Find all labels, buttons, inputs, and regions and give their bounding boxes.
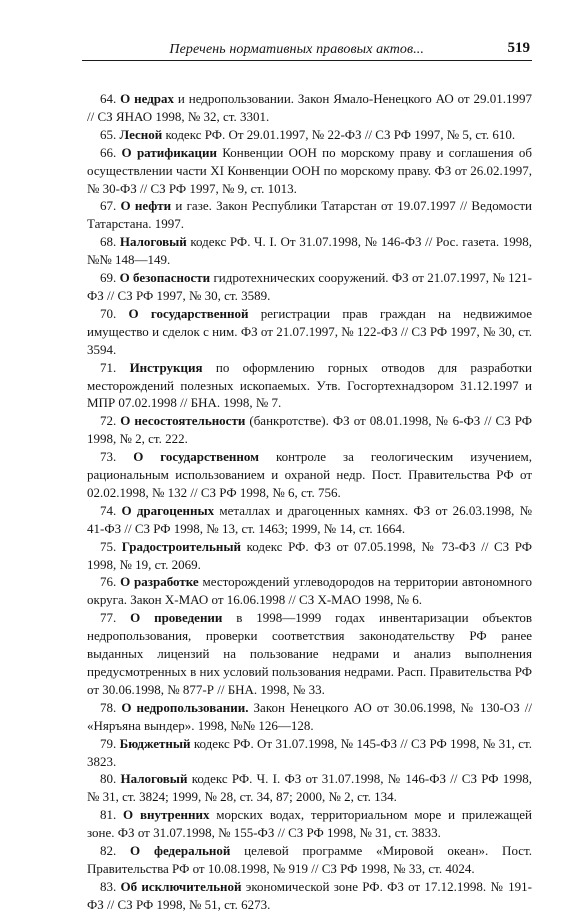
- page-header: [82, 36, 532, 61]
- list-item: [87, 359, 532, 413]
- item-title: О безопасности: [119, 270, 211, 286]
- item-number: 80.: [100, 771, 117, 787]
- list-item: [87, 269, 532, 305]
- item-title: О нефти: [120, 198, 172, 214]
- item-text: и газе. Закон Республики Татарстан от 19.07.1997 // Ведомости Татарстана. 1997.: [87, 198, 533, 232]
- item-number: 69.: [100, 270, 117, 286]
- item-number: 65.: [100, 126, 117, 142]
- item-text: кодекс РФ. Ч. I. От 31.07.1998, № 146-ФЗ // Рос. газета. 1998, №№ 148—149.: [87, 234, 532, 268]
- item-text: и недропользовании. Закон Ямало-Ненецкого АО от 29.01.1997 // СЗ ЯНАО 1998, № 32, ст. 3301.: [87, 91, 533, 124]
- item-title: Градостроительный: [121, 538, 242, 554]
- item-title: О недрах: [120, 91, 175, 106]
- item-title: О драгоценных: [121, 502, 215, 518]
- item-title: О ратификации: [121, 144, 217, 160]
- list-item: [87, 412, 532, 448]
- item-text: кодекс РФ. От 31.07.1998, № 145-ФЗ // СЗ РФ 1998, № 31, ст. 3823.: [87, 735, 532, 769]
- page-number: 519: [507, 40, 530, 56]
- item-number: 82.: [100, 843, 117, 859]
- item-number: 73.: [100, 449, 117, 465]
- list-item: [87, 233, 532, 269]
- item-text: кодекс РФ. ФЗ от 07.05.1998, № 73-ФЗ // СЗ РФ 1998, № 19, ст. 2069.: [87, 538, 532, 572]
- item-title: О несостоятельности: [120, 413, 246, 429]
- item-title: О внутренних: [123, 807, 210, 823]
- item-number: 67.: [100, 198, 117, 214]
- list-item: [87, 806, 532, 842]
- item-title: Лесной: [119, 126, 163, 142]
- list-item: [87, 144, 532, 198]
- list-item: [87, 502, 532, 538]
- item-title: О проведении: [130, 610, 223, 626]
- item-text: Закон Ненецкого АО от 30.06.1998, № 130-ОЗ // «Няръяна вындер». 1998, №№ 126—128.: [87, 699, 533, 733]
- list-item: [87, 699, 532, 735]
- legal-acts-list: [87, 90, 532, 914]
- list-item: [87, 878, 532, 914]
- item-number: 70.: [100, 305, 117, 321]
- item-number: 76.: [100, 574, 117, 590]
- item-text: гидротехнических сооружений. ФЗ от 21.07.1997, № 121-ФЗ // СЗ РФ 1997, № 30, ст. 3589.: [87, 270, 532, 303]
- running-title: Перечень нормативных правовых актов...: [169, 42, 424, 57]
- list-item: [87, 573, 532, 609]
- list-item: [87, 609, 532, 699]
- item-text: Конвенции ООН по морскому праву и соглашения об осуществлении части XI Конвенции ООН по морскому праву. ФЗ от 26.02.1997, № 30-ФЗ // СЗ РФ 1997, № 9, ст. 1013.: [87, 144, 533, 196]
- item-title: О государственном: [133, 449, 259, 465]
- item-text: регистрации прав граждан на недвижимое имущество и сделок с ним. ФЗ от 21.07.1997, № 122-ФЗ // СЗ РФ 1997, № 30, ст. 3594.: [87, 305, 532, 357]
- list-item: [87, 90, 532, 126]
- item-title: Инструкция: [129, 359, 203, 375]
- item-text: (банкротстве). ФЗ от 08.01.1998, № 6-ФЗ // СЗ РФ 1998, № 2, ст. 222.: [87, 413, 533, 447]
- list-item: [87, 538, 532, 574]
- item-title: Налоговый: [119, 234, 187, 250]
- item-text: в 1998—1999 годах инвентаризации объектов недропользования, проверки соответствия законодательству РФ ранее выданных лицензий на пользование недрами и анализ выполнения предусмотренных в них условий пользования недрами. Расп. Правительства РФ от 30.06.1998, № 877-Р // БНА. 1998, № 33.: [87, 610, 532, 697]
- list-item: [87, 842, 532, 878]
- item-title: О недропользовании.: [121, 699, 249, 715]
- item-text: морских водах, территориальном море и прилежащей зоне. ФЗ от 31.07.1998, № 155-ФЗ // СЗ РФ 1998, № 31, ст. 3833.: [87, 807, 533, 841]
- item-number: 64.: [100, 91, 117, 106]
- list-item: [87, 305, 532, 359]
- item-number: 66.: [100, 144, 117, 160]
- item-number: 83.: [100, 878, 117, 894]
- item-text: экономической зоне РФ. ФЗ от 17.12.1998. № 191-ФЗ // СЗ РФ 1998, № 51, ст. 6273.: [87, 878, 532, 912]
- item-title: О разработке: [120, 574, 199, 590]
- list-item: [87, 197, 532, 233]
- item-number: 72.: [100, 413, 117, 429]
- list-item: [87, 448, 532, 502]
- item-text: кодекс РФ. Ч. I. ФЗ от 31.07.1998, № 146-ФЗ // СЗ РФ 1998, № 31, ст. 3824; 1999, № 28, ст. 34, 87; 2000, № 2, ст. 134.: [87, 771, 533, 805]
- item-number: 77.: [100, 610, 117, 626]
- item-number: 74.: [100, 502, 117, 518]
- item-title: О государственной: [128, 305, 249, 321]
- item-number: 75.: [100, 538, 117, 554]
- item-number: 68.: [100, 234, 117, 250]
- item-number: 79.: [100, 735, 117, 751]
- item-title: Налоговый: [120, 771, 188, 787]
- item-text: по оформлению горных отводов для разработки месторождений полезных ископаемых. Утв. Госгортехнадзором 31.12.1997 и МПР 07.02.1998 // БНА. 1998, № 7.: [87, 359, 532, 411]
- item-text: металлах и драгоценных камнях. ФЗ от 26.03.1998, № 41-ФЗ // СЗ РФ 1998, № 13, ст. 1463; 1999, № 14, ст. 1664.: [87, 502, 533, 536]
- item-text: целевой программе «Мировой океан». Пост. Правительства РФ от 10.08.1998, № 919 // СЗ РФ 1998, № 33, ст. 4024.: [87, 843, 532, 876]
- item-title: Об исключительной: [120, 878, 242, 894]
- list-item: [87, 126, 532, 144]
- item-text: месторождений углеводородов на территории автономного округа. Закон Х-МАО от 16.06.1998 // СЗ Х-МАО 1998, № 6.: [87, 574, 532, 608]
- item-title: О федеральной: [130, 843, 231, 859]
- list-item: [87, 770, 532, 806]
- item-number: 71.: [100, 359, 117, 375]
- item-text: кодекс РФ. От 29.01.1997, № 22-ФЗ // СЗ РФ 1997, № 5, ст. 610.: [162, 126, 516, 142]
- item-number: 78.: [100, 699, 117, 715]
- list-item: [87, 735, 532, 771]
- item-number: 81.: [100, 807, 117, 823]
- item-title: Бюджетный: [119, 735, 191, 751]
- item-text: контроле за геологическим изучением, рациональным использованием и охраной недр. Пост. Правительства РФ от 02.02.1998, № 132 // СЗ РФ 1998, № 6, ст. 756.: [87, 449, 533, 500]
